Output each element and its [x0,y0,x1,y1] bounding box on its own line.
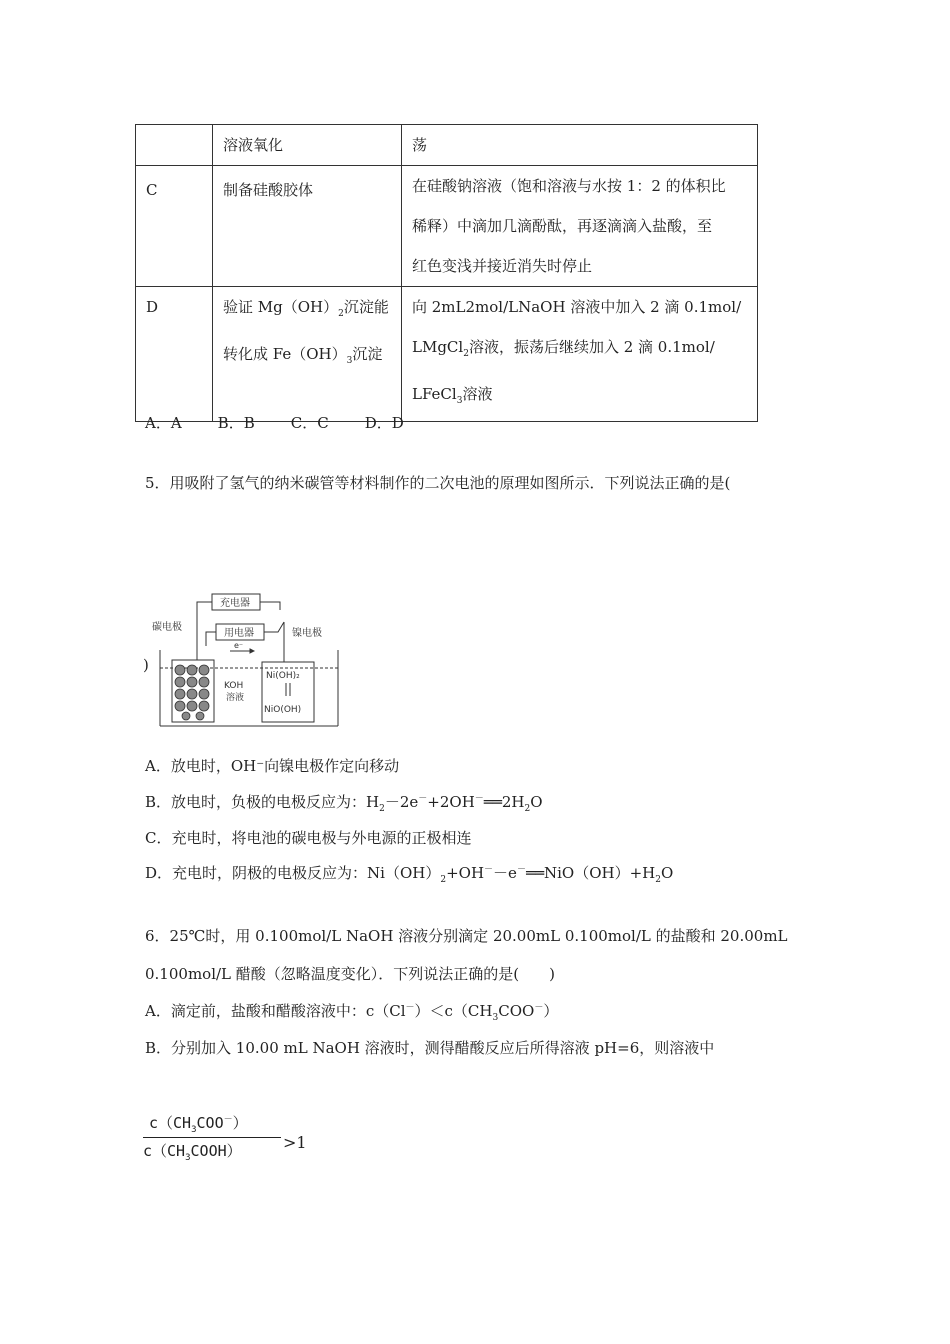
table-cell [213,166,402,287]
text: 沉淀能 [343,298,389,316]
q6-stem-line2: 0.100mol/L 醋酸（忽略温度变化）．下列说法正确的是( ) [145,965,555,983]
koh-label: KOH [224,681,244,691]
subscript: 2 [463,349,469,359]
text: 溶液，振荡后继续加入 2 滴 0.1mol/ [468,338,715,356]
subscript: 2 [379,804,385,814]
q4-options [145,412,440,433]
table-cell-label [136,287,213,422]
q6-option-b[interactable]: B．分别加入 10.00 mL NaOH 溶液时，测得醋酸反应后所得溶液 pH=6，则溶液中 [145,1039,715,1057]
text: A．滴定前，盐酸和醋酸溶液中：c（Cl [145,1002,406,1020]
q5-option-d[interactable] [145,862,673,885]
option-a[interactable]: A．A [145,414,182,432]
op-line: 在硅酸钠溶液（饱和溶液与水按 1：2 的体积比 [412,177,726,195]
fraction-denominator [143,1140,281,1163]
text: c（CH [143,1142,186,1160]
subscript: 3 [191,1125,197,1135]
op-line: 稀释）中滴加几滴酚酞，再逐滴滴入盐酸，至 [412,217,713,235]
text: O [661,864,674,882]
q5-option-c[interactable]: C．充电时，将电池的碳电极与外电源的正极相连 [145,829,472,847]
subscript: 3 [492,1013,499,1023]
item-line [223,287,391,334]
q5-option-a[interactable]: A．放电时，OH⁻向镍电极作定向移动 [145,757,400,775]
superscript: － [405,1003,415,1013]
text: LFeCl [412,385,457,403]
q5-option-b[interactable] [145,791,543,814]
row-label: D [146,298,159,316]
option-d[interactable]: D．D [364,414,404,432]
op-line: 红色变浅并接近消失时停止 [412,257,593,275]
q6-stem-line1: 6．25℃时，用 0.100mol/L NaOH 溶液分别滴定 20.00mL 0.100mol/L 的盐酸和 20.00mL [145,927,788,945]
text: ══2H [483,793,525,811]
text: －e [493,864,517,882]
superscript: － [534,1003,544,1013]
table-cell [136,125,213,166]
table-cell-label [136,166,213,287]
table-cell [213,287,402,422]
q6-option-a[interactable] [145,1000,558,1023]
niooh-label: NiO(OH) [264,705,302,715]
nickel-electrode-label: 镍电极 [292,628,322,639]
q5-close-paren: ) [143,656,149,674]
text: LMgCl [412,338,464,356]
subscript: 2 [524,804,531,814]
electron-label: e⁻ [234,641,244,650]
appliance-label: 用电器 [224,628,254,639]
option-b[interactable]: B．B [217,414,255,432]
superscript: － [516,865,526,875]
text: D．充电时，阴极的电极反应为：Ni（OH） [145,864,441,882]
text: COOH） [190,1142,242,1160]
experiment-table [135,124,758,422]
text: ══NiO（OH）+H [525,864,656,882]
table-row [136,125,758,166]
text: ） [543,1002,559,1020]
op-line: 向 2mL2mol/LNaOH 溶液中加入 2 滴 0.1mol/ [412,298,742,316]
fraction-bar [143,1137,281,1138]
superscript: － [418,794,428,804]
text: COO [196,1114,224,1132]
text: 溶液 [462,385,493,403]
text: +OH [446,864,485,882]
table-cell: 溶液氧化 [213,125,402,166]
carbon-electrode-label: 碳电极 [152,622,182,633]
subscript: 2 [440,875,447,885]
row-item: 制备硅酸胶体 [223,181,314,199]
item-line [223,334,391,381]
greater-than-one: >1 [283,1133,307,1152]
option-c[interactable]: C．C [290,414,329,432]
table-cell [402,287,758,422]
charger-label: 充电器 [220,598,250,609]
text: B．放电时，负极的电极反应为：H [145,793,380,811]
subscript: 2 [655,875,661,885]
nioh2-label: Ni(OH)₂ [266,671,300,681]
fraction-numerator [143,1112,281,1135]
fraction-expression [143,1112,281,1163]
op-line [412,327,747,374]
op-line [412,374,747,421]
text: 验证 Mg（OH） [223,298,339,316]
table-cell [402,166,758,287]
text: +2OH [427,793,475,811]
subscript: 3 [185,1153,191,1163]
text: ）＜c（CH [414,1002,493,1020]
text: 沉淀 [352,345,383,363]
text: c（CH [149,1114,192,1132]
subscript: 3 [456,396,463,406]
table-row [136,287,758,422]
text: 转化成 Fe（OH） [223,345,347,363]
superscript: － [223,1115,233,1125]
superscript: － [484,865,494,875]
text: O [530,793,543,811]
text: ） [232,1114,248,1132]
text: －2e [384,793,419,811]
row-label: C [146,181,158,199]
superscript: － [474,794,484,804]
solution-label: 溶液 [226,693,245,703]
text: COO [498,1002,535,1020]
table-cell: 荡 [402,125,758,166]
subscript: 3 [346,356,353,366]
battery-diagram [150,588,350,738]
subscript: 2 [338,309,344,319]
table-row [136,166,758,287]
q5-stem: 5．用吸附了氢气的纳米碳管等材料制作的二次电池的原理如图所示．下列说法正确的是( [145,474,731,492]
